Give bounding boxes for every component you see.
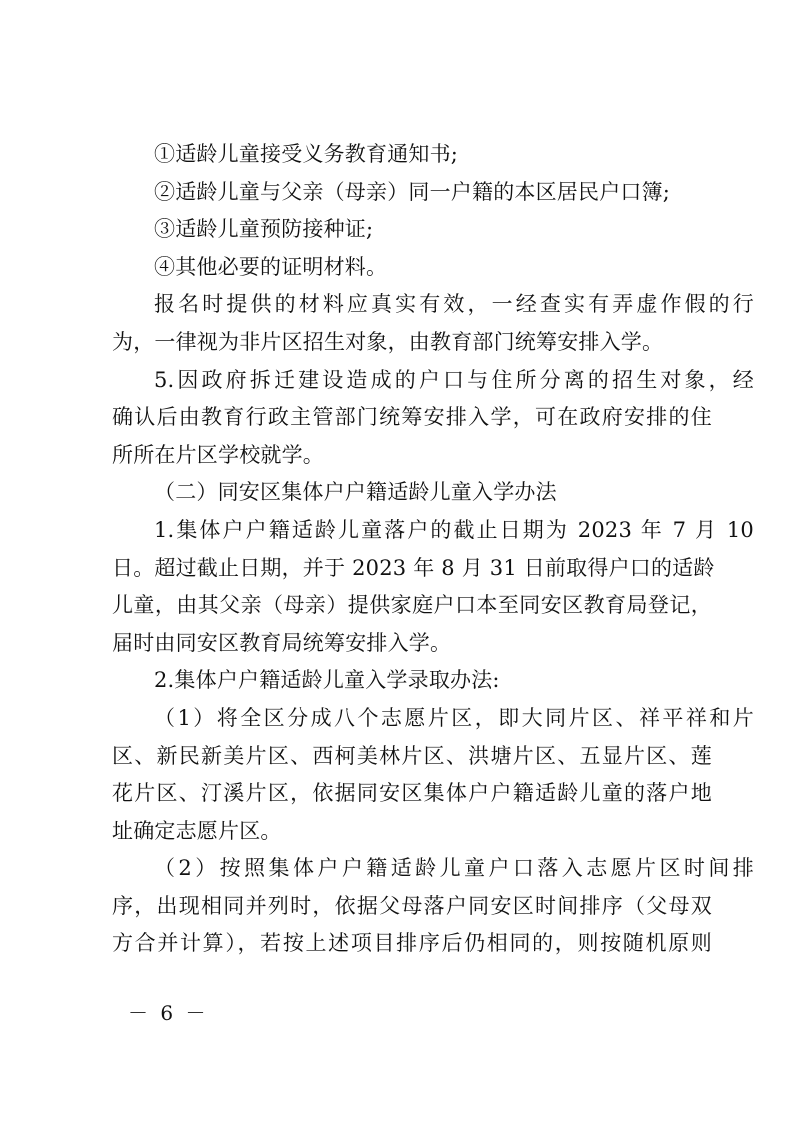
paragraph-districts-line-1: （1）将全区分成八个志愿片区，即大同片区、祥平祥和片: [154, 705, 754, 730]
paragraph-districts-line-4: 址确定志愿片区。: [112, 818, 282, 843]
list-item-vaccination-card: ③适龄儿童预防接种证;: [154, 217, 374, 242]
paragraph-deadline-line-3: 儿童，由其父亲（母亲）提供家庭户口本至同安区教育局登记，: [112, 593, 712, 618]
subheading-admission-method: 2.集体户户籍适龄儿童入学录取办法:: [154, 668, 500, 693]
paragraph-districts-line-3: 花片区、汀溪片区，依据同安区集体户户籍适龄儿童的落户地: [112, 781, 712, 806]
paragraph-authenticity-line-2: 为，一律视为非片区招生对象，由教育部门统筹安排入学。: [112, 329, 664, 354]
paragraph-relocation-line-1: 5.因政府拆迁建设造成的户口与住所分离的招生对象，经: [154, 367, 754, 392]
list-item-other-materials: ④其他必要的证明材料。: [154, 254, 388, 279]
paragraph-ranking-line-2: 序，出现相同并列时，依据父母落户同安区时间排序（父母双: [112, 893, 712, 918]
page-number: － 6 －: [128, 1001, 209, 1025]
paragraph-relocation-line-3: 所所在片区学校就学。: [112, 442, 324, 467]
paragraph-deadline-line-2: 日。超过截止日期，并于 2023 年 8 月 31 日前取得户口的适龄: [112, 555, 715, 580]
paragraph-ranking-line-3: 方合并计算），若按上述项目排序后仍相同的，则按随机原则: [112, 931, 712, 956]
list-item-household-register: ②适龄儿童与父亲（母亲）同一户籍的本区居民户口簿;: [154, 179, 671, 204]
list-item-notice: ①适龄儿童接受义务教育通知书;: [154, 142, 459, 166]
paragraph-districts-line-2: 区、新民新美片区、西柯美林片区、洪塘片区、五显片区、莲: [112, 743, 712, 768]
paragraph-authenticity-line-1: 报名时提供的材料应真实有效，一经查实有弄虚作假的行: [154, 292, 754, 317]
paragraph-ranking-line-1: （2）按照集体户户籍适龄儿童户口落入志愿片区时间排: [154, 856, 754, 881]
section-heading-collective-household: （二）同安区集体户户籍适龄儿童入学办法: [154, 480, 557, 505]
paragraph-deadline-line-4: 届时由同安区教育局统筹安排入学。: [112, 630, 452, 655]
paragraph-relocation-line-2: 确认后由教育行政主管部门统筹安排入学，可在政府安排的住: [112, 405, 712, 430]
paragraph-deadline-line-1: 1.集体户户籍适龄儿童落户的截止日期为 2023 年 7 月 10: [154, 517, 754, 542]
document-body: [112, 136, 754, 963]
